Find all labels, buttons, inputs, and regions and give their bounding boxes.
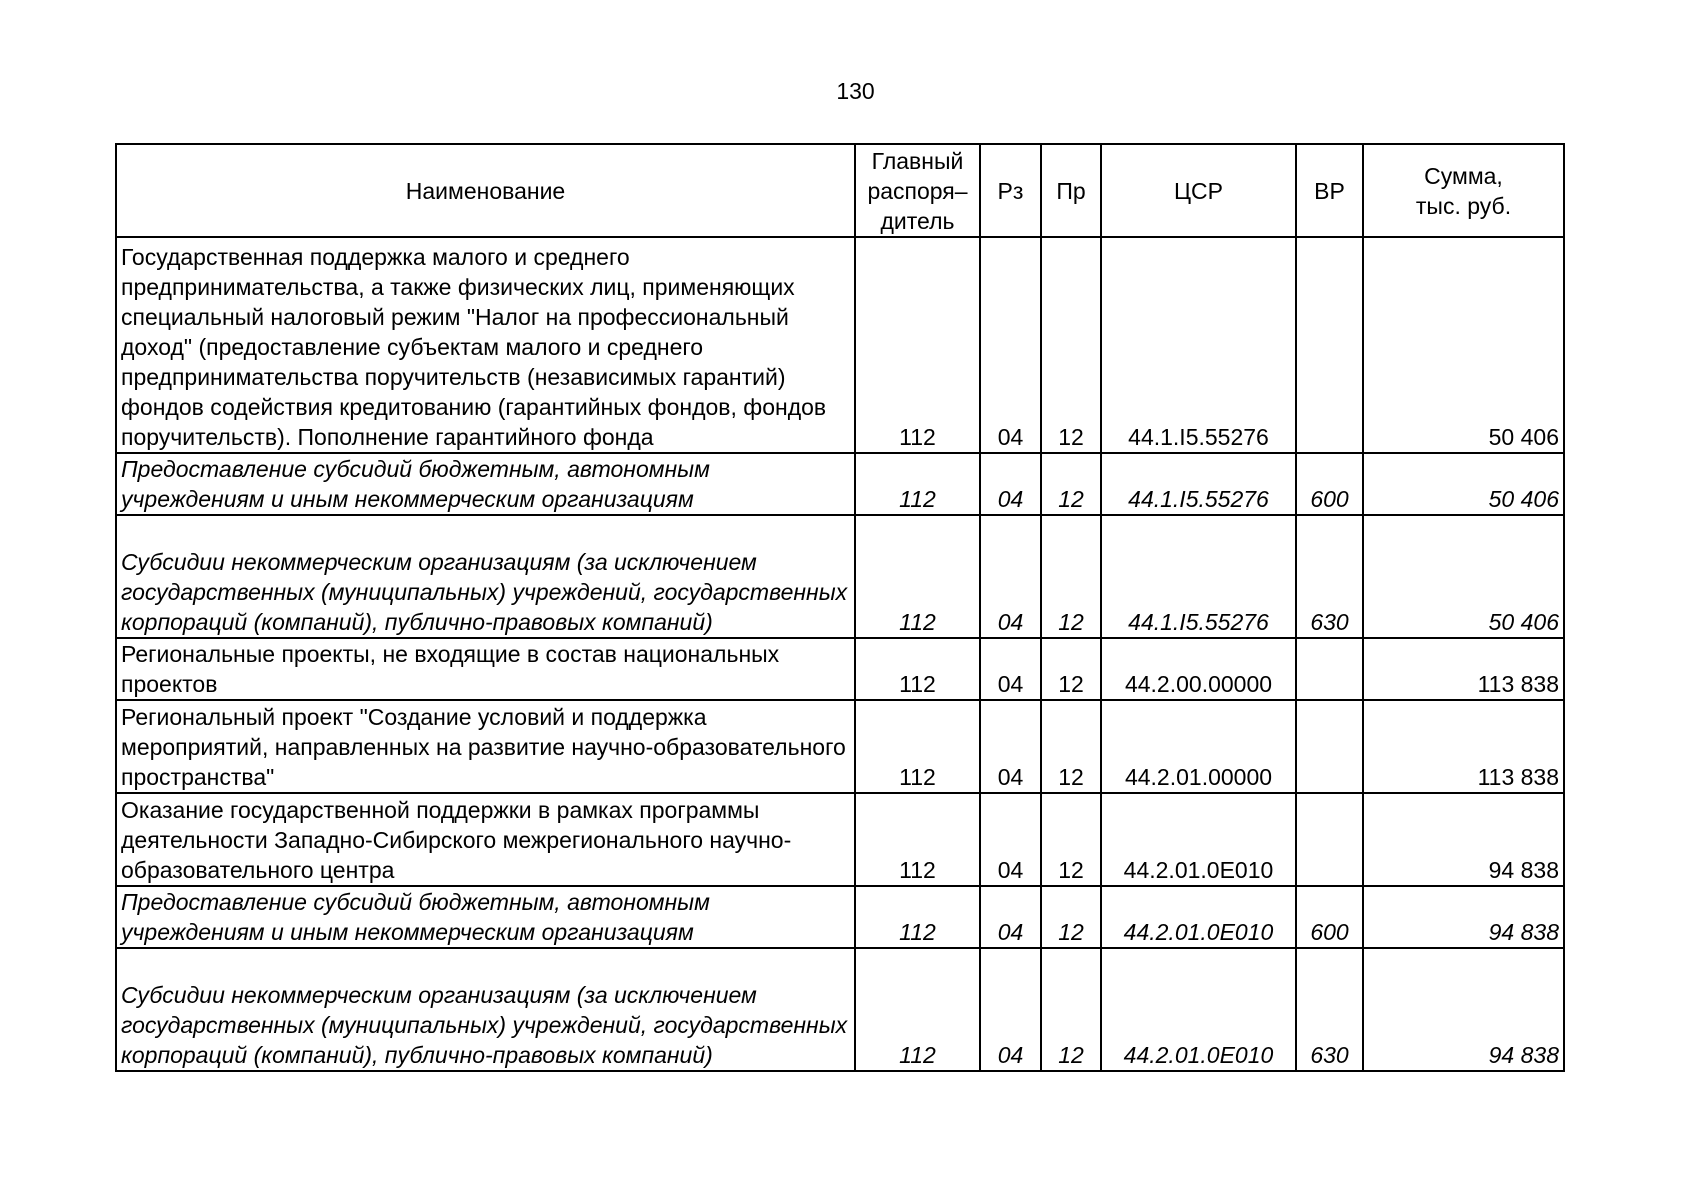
header-sum-line-1: Сумма, — [1424, 162, 1503, 189]
row-sum: 94 838 — [1363, 793, 1564, 886]
header-chief-line-1: Главный — [871, 147, 964, 174]
header-chief-line-3: дитель — [880, 207, 955, 234]
row-csr: 44.1.I5.55276 — [1101, 453, 1296, 515]
row-csr: 44.2.01.0Е010 — [1101, 886, 1296, 948]
table-row — [116, 886, 1564, 948]
row-sum: 94 838 — [1363, 948, 1564, 1071]
row-pr: 12 — [1041, 886, 1101, 948]
table-row — [116, 515, 1564, 638]
row-pr: 12 — [1041, 515, 1101, 638]
table-header-row — [116, 144, 1564, 237]
table-row — [116, 793, 1564, 886]
row-name: Субсидии некоммерческим организациям (за исключением государственных (муниципальных) учреждений, государственных корпораций (компаний), публично-правовых компаний) — [116, 948, 855, 1071]
header-sum-line-2: тыс. руб. — [1415, 192, 1512, 219]
header-chief-administrator — [855, 144, 980, 237]
row-chief: 112 — [855, 638, 980, 700]
row-sum: 113 838 — [1363, 638, 1564, 700]
header-vr: ВР — [1296, 144, 1363, 237]
row-name: Субсидии некоммерческим организациям (за исключением государственных (муниципальных) учреждений, государственных корпораций (компаний), публично-правовых компаний) — [116, 515, 855, 638]
row-csr: 44.2.01.0Е010 — [1101, 793, 1296, 886]
row-chief: 112 — [855, 700, 980, 793]
header-sum — [1363, 144, 1564, 237]
page-number: 130 — [836, 78, 875, 104]
row-vr — [1296, 793, 1363, 886]
row-name: Предоставление субсидий бюджетным, автономным учреждениям и иным некоммерческим организациям — [116, 453, 855, 515]
row-chief: 112 — [855, 793, 980, 886]
header-rz: Рз — [980, 144, 1041, 237]
row-vr — [1296, 237, 1363, 453]
header-name: Наименование — [116, 144, 855, 237]
row-sum: 94 838 — [1363, 886, 1564, 948]
row-name: Региональные проекты, не входящие в состав национальных проектов — [116, 638, 855, 700]
row-vr — [1296, 638, 1363, 700]
row-csr: 44.1.I5.55276 — [1101, 515, 1296, 638]
row-rz: 04 — [980, 515, 1041, 638]
row-name: Региональный проект "Создание условий и поддержка мероприятий, направленных на развитие научно-образовательного пространства" — [116, 700, 855, 793]
header-pr: Пр — [1041, 144, 1101, 237]
row-sum: 113 838 — [1363, 700, 1564, 793]
row-name: Предоставление субсидий бюджетным, автономным учреждениям и иным некоммерческим организациям — [116, 886, 855, 948]
row-csr: 44.2.01.00000 — [1101, 700, 1296, 793]
table-row — [116, 453, 1564, 515]
row-chief: 112 — [855, 886, 980, 948]
row-rz: 04 — [980, 793, 1041, 886]
row-rz: 04 — [980, 948, 1041, 1071]
row-sum: 50 406 — [1363, 453, 1564, 515]
table-row — [116, 948, 1564, 1071]
row-pr: 12 — [1041, 948, 1101, 1071]
budget-table — [115, 143, 1565, 1072]
row-rz: 04 — [980, 237, 1041, 453]
row-vr: 600 — [1296, 886, 1363, 948]
row-vr: 630 — [1296, 948, 1363, 1071]
row-pr: 12 — [1041, 453, 1101, 515]
row-chief: 112 — [855, 948, 980, 1071]
row-pr: 12 — [1041, 237, 1101, 453]
row-pr: 12 — [1041, 793, 1101, 886]
row-chief: 112 — [855, 453, 980, 515]
row-vr: 600 — [1296, 453, 1363, 515]
row-sum: 50 406 — [1363, 515, 1564, 638]
row-pr: 12 — [1041, 638, 1101, 700]
row-csr: 44.2.01.0Е010 — [1101, 948, 1296, 1071]
row-name: Оказание государственной поддержки в рамках программы деятельности Западно-Сибирского межрегионального научно-образовательного центра — [116, 793, 855, 886]
table-row — [116, 700, 1564, 793]
row-vr: 630 — [1296, 515, 1363, 638]
row-rz: 04 — [980, 638, 1041, 700]
table-row — [116, 638, 1564, 700]
row-csr: 44.1.I5.55276 — [1101, 237, 1296, 453]
row-sum: 50 406 — [1363, 237, 1564, 453]
row-csr: 44.2.00.00000 — [1101, 638, 1296, 700]
row-chief: 112 — [855, 237, 980, 453]
row-rz: 04 — [980, 700, 1041, 793]
header-csr: ЦСР — [1101, 144, 1296, 237]
table-row — [116, 237, 1564, 453]
row-rz: 04 — [980, 453, 1041, 515]
row-name: Государственная поддержка малого и среднего предпринимательства, а также физических лиц, применяющих специальный налоговый режим "Налог на профессиональный доход" (предоставление субъектам малого и среднего предпринимательства поручительств (независимых гарантий) фондов содействия кредитованию (гарантийных фондов, фондов поручительств). Пополнение гарантийного фонда — [116, 237, 855, 453]
header-chief-line-2: распоря– — [867, 177, 968, 204]
row-rz: 04 — [980, 886, 1041, 948]
row-chief: 112 — [855, 515, 980, 638]
row-pr: 12 — [1041, 700, 1101, 793]
row-vr — [1296, 700, 1363, 793]
